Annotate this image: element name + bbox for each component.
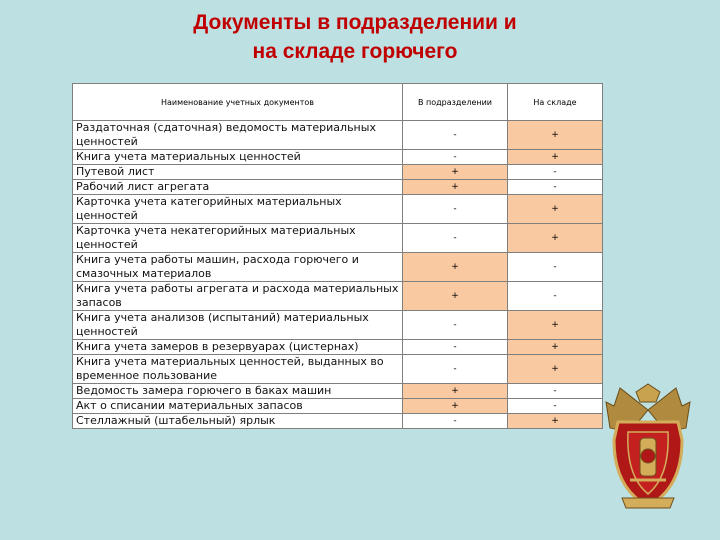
fuel-service-emblem-icon	[600, 380, 696, 520]
warehouse-mark: +	[508, 311, 603, 340]
table-row	[73, 340, 603, 355]
table-row	[73, 399, 603, 414]
document-name: Стеллажный (штабельный) ярлык	[73, 414, 403, 429]
header-document-name: Наименование учетных документов	[73, 84, 403, 121]
unit-mark: -	[403, 414, 508, 429]
warehouse-mark: +	[508, 224, 603, 253]
table-row	[73, 150, 603, 165]
warehouse-mark: +	[508, 355, 603, 384]
table-row	[73, 165, 603, 180]
table-row	[73, 384, 603, 399]
table-row	[73, 414, 603, 429]
header-warehouse: На складе	[508, 84, 603, 121]
warehouse-mark: -	[508, 180, 603, 195]
document-name: Книга учета анализов (испытаний) материальных ценностей	[73, 311, 403, 340]
title-line-1: Документы в подразделении и	[193, 11, 517, 34]
unit-mark: +	[403, 165, 508, 180]
unit-mark: +	[403, 282, 508, 311]
warehouse-mark: -	[508, 384, 603, 399]
unit-mark: -	[403, 224, 508, 253]
unit-mark: +	[403, 180, 508, 195]
table-row	[73, 224, 603, 253]
document-name: Книга учета материальных ценностей	[73, 150, 403, 165]
document-name: Путевой лист	[73, 165, 403, 180]
unit-mark: +	[403, 399, 508, 414]
warehouse-mark: -	[508, 253, 603, 282]
document-name: Книга учета замеров в резервуарах (цистернах)	[73, 340, 403, 355]
unit-mark: +	[403, 253, 508, 282]
table-row	[73, 282, 603, 311]
warehouse-mark: +	[508, 150, 603, 165]
table-row	[73, 253, 603, 282]
table-row	[73, 121, 603, 150]
unit-mark: -	[403, 121, 508, 150]
document-name: Ведомость замера горючего в баках машин	[73, 384, 403, 399]
warehouse-mark: +	[508, 414, 603, 429]
warehouse-mark: +	[508, 121, 603, 150]
table-row	[73, 311, 603, 340]
document-name: Книга учета работы машин, расхода горючего и смазочных материалов	[73, 253, 403, 282]
unit-mark: -	[403, 195, 508, 224]
document-name: Книга учета работы агрегата и расхода материальных запасов	[73, 282, 403, 311]
documents-table	[72, 83, 603, 429]
table-header-row	[73, 84, 603, 121]
header-unit: В подразделении	[403, 84, 508, 121]
table-row	[73, 195, 603, 224]
document-name: Книга учета материальных ценностей, выданных во временное пользование	[73, 355, 403, 384]
unit-mark: +	[403, 384, 508, 399]
warehouse-mark: +	[508, 340, 603, 355]
document-name: Акт о списании материальных запасов	[73, 399, 403, 414]
unit-mark: -	[403, 311, 508, 340]
document-name: Рабочий лист агрегата	[73, 180, 403, 195]
unit-mark: -	[403, 150, 508, 165]
page-title	[120, 8, 590, 66]
document-name: Карточка учета некатегорийных материальных ценностей	[73, 224, 403, 253]
unit-mark: -	[403, 355, 508, 384]
document-name: Карточка учета категорийных материальных ценностей	[73, 195, 403, 224]
table-row	[73, 355, 603, 384]
warehouse-mark: -	[508, 165, 603, 180]
warehouse-mark: +	[508, 195, 603, 224]
document-name: Раздаточная (сдаточная) ведомость материальных ценностей	[73, 121, 403, 150]
title-line-2: на складе горючего	[252, 40, 458, 63]
unit-mark: -	[403, 340, 508, 355]
warehouse-mark: -	[508, 399, 603, 414]
warehouse-mark: -	[508, 282, 603, 311]
table-row	[73, 180, 603, 195]
